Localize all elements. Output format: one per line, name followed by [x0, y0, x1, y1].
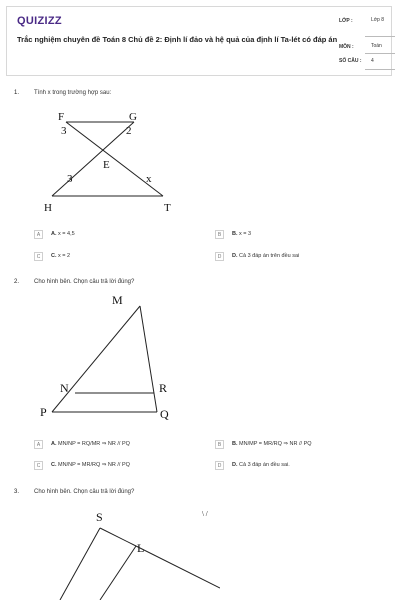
- q2-option-a[interactable]: [51, 441, 130, 447]
- q2-option-d-key: D.: [232, 462, 238, 468]
- q2-option-d-text: Cả 3 đáp án đều sai.: [239, 462, 290, 468]
- q1-option-a[interactable]: [51, 231, 75, 237]
- question-1-number: 1.: [14, 90, 20, 96]
- q1-option-a-badge[interactable]: A: [34, 230, 43, 239]
- subject-underline: [365, 53, 395, 54]
- label-3-top: 3: [61, 125, 67, 137]
- q2-option-b-badge[interactable]: B: [215, 440, 224, 449]
- label-x: x: [146, 173, 152, 185]
- q1-option-b[interactable]: [232, 231, 251, 237]
- question-3-number: 3.: [14, 489, 20, 495]
- q1-option-d-text: Cả 3 đáp án trên đều sai: [239, 253, 300, 259]
- label-P: P: [40, 405, 47, 419]
- label-T: T: [164, 202, 171, 214]
- label-3-left: 3: [67, 173, 73, 185]
- q2-option-a-text: MN/NP = RQ/MR ⇒ NR // PQ: [58, 441, 130, 447]
- q1-option-b-text: x = 3: [239, 231, 252, 237]
- count-label: SỐ CÂU :: [339, 58, 362, 64]
- subject-label: MÔN :: [339, 44, 354, 50]
- q1-option-d[interactable]: [232, 253, 299, 259]
- question-3-text: Cho hình bên. Chọn câu trả lời đúng?: [34, 489, 135, 495]
- question-2-number: 2.: [14, 279, 20, 285]
- label-S: S: [96, 510, 103, 524]
- worksheet-header: [6, 6, 392, 76]
- question-3-figure: [40, 504, 220, 600]
- q2-option-a-key: A.: [51, 441, 57, 447]
- q1-option-b-key: B.: [232, 231, 238, 237]
- subject-value: Toán: [371, 43, 382, 49]
- count-value: 4: [371, 58, 374, 64]
- q1-option-d-badge[interactable]: D: [215, 252, 224, 261]
- label-E: E: [103, 159, 110, 171]
- q2-option-c[interactable]: [51, 462, 130, 468]
- q2-option-c-text: MN/NP = MR/RQ ⇒ NR // PQ: [58, 462, 130, 468]
- q1-option-c[interactable]: [51, 253, 70, 259]
- quizizz-logo: QUIZIZZ: [17, 15, 62, 27]
- q2-option-d-badge[interactable]: D: [215, 461, 224, 470]
- worksheet-title: Trắc nghiệm chuyên đề Toán 8 Chủ đề 2: Định lí đảo và hệ quả của định lí Ta-lét có đáp án: [17, 35, 338, 44]
- question-1-text: Tính x trong trường hợp sau:: [34, 90, 112, 96]
- q2-option-d[interactable]: [232, 462, 290, 468]
- label-G: G: [129, 111, 137, 123]
- q1-option-c-badge[interactable]: C: [34, 252, 43, 261]
- q2-option-b[interactable]: [232, 441, 312, 447]
- label-Q: Q: [160, 407, 169, 421]
- label-2: 2: [126, 125, 132, 137]
- label-L: L: [137, 541, 145, 555]
- label-H: H: [44, 202, 52, 214]
- class-label: LỚP :: [339, 18, 353, 24]
- q1-option-a-key: A.: [51, 231, 57, 237]
- q1-option-b-badge[interactable]: B: [215, 230, 224, 239]
- q2-option-b-key: B.: [232, 441, 238, 447]
- question-1-figure: [36, 104, 196, 216]
- q1-option-c-key: C.: [51, 253, 57, 259]
- question-2-figure: [36, 290, 186, 424]
- label-M: M: [112, 293, 123, 307]
- tick-marks: \ /: [202, 510, 208, 518]
- q1-option-a-text: x = 4,5: [58, 231, 75, 237]
- q2-option-b-text: MN/MP = MR/RQ ⇒ NR // PQ: [239, 441, 312, 447]
- label-N: N: [60, 381, 69, 395]
- class-value: Lớp 8: [371, 17, 385, 23]
- label-R: R: [159, 381, 168, 395]
- q1-option-c-text: x = 2: [58, 253, 71, 259]
- count-underline: [365, 69, 395, 70]
- question-2-text: Cho hình bên. Chọn câu trả lời đúng?: [34, 279, 135, 285]
- label-F: F: [58, 111, 65, 123]
- class-underline: [365, 36, 395, 37]
- q1-option-d-key: D.: [232, 253, 238, 259]
- q2-option-c-badge[interactable]: C: [34, 461, 43, 470]
- q2-option-a-badge[interactable]: A: [34, 440, 43, 449]
- q2-option-c-key: C.: [51, 462, 57, 468]
